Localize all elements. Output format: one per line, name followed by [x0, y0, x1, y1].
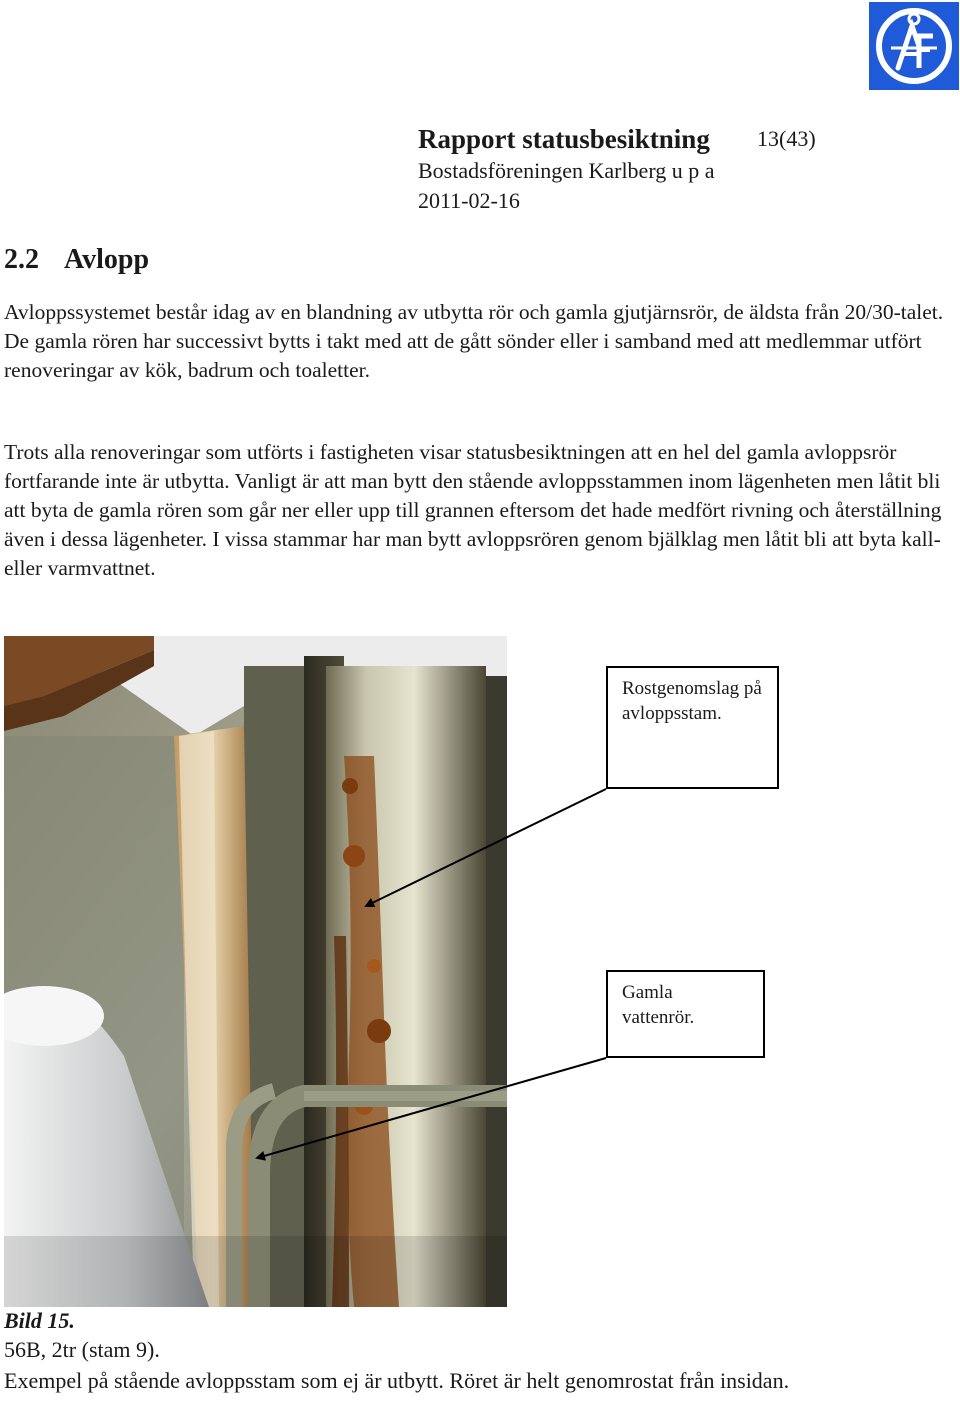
section-number: 2.2 — [4, 244, 39, 275]
body-paragraph: Trots alla renoveringar som utförts i fastigheten visar statusbesiktningen att en hel del gamla avloppsrör fortfarande inte är utbytta. Vanligt är att man bytt den stående avloppsstammen inom lägenheten men låtit bli att byta de gamla rören som går ner eller upp till grannen eftersom det hade medfört rivning och återställning även i dessa lägenheter. I vissa stammar har man bytt avloppsrören genom bjälklag men låtit bli att byta kall- eller varmvattnet. — [4, 440, 942, 580]
organization-name: Bostadsföreningen Karlberg u p a — [418, 158, 715, 183]
page-number: 13(43) — [757, 126, 816, 151]
caption-label: Bild 15. — [4, 1308, 75, 1333]
callout-rust: Rostgenomslag på avloppsstam. — [606, 666, 779, 789]
report-title: Rapport statusbesiktning — [418, 124, 710, 154]
caption-location: 56B, 2tr (stam 9). — [4, 1337, 160, 1362]
body-paragraph: Avloppssystemet består idag av en blandning av utbytta rör och gamla gjutjärnsrör, de äldsta från 20/30-talet. De gamla rören har successivt bytts i takt med att de gått sönder eller i samband med att medlemmar utfört renoveringar av kök, badrum och toaletter. — [4, 300, 944, 382]
company-logo — [869, 2, 959, 90]
callout-water-pipes: Gamla vattenrör. — [606, 970, 765, 1058]
section-title: Avlopp — [64, 244, 150, 275]
pipe-photo — [4, 636, 507, 1307]
report-date: 2011-02-16 — [418, 188, 520, 213]
af-logo-icon — [869, 2, 959, 90]
caption-description: Exempel på stående avloppsstam som ej är utbytt. Röret är helt genomrostat från insidan. — [4, 1368, 790, 1393]
